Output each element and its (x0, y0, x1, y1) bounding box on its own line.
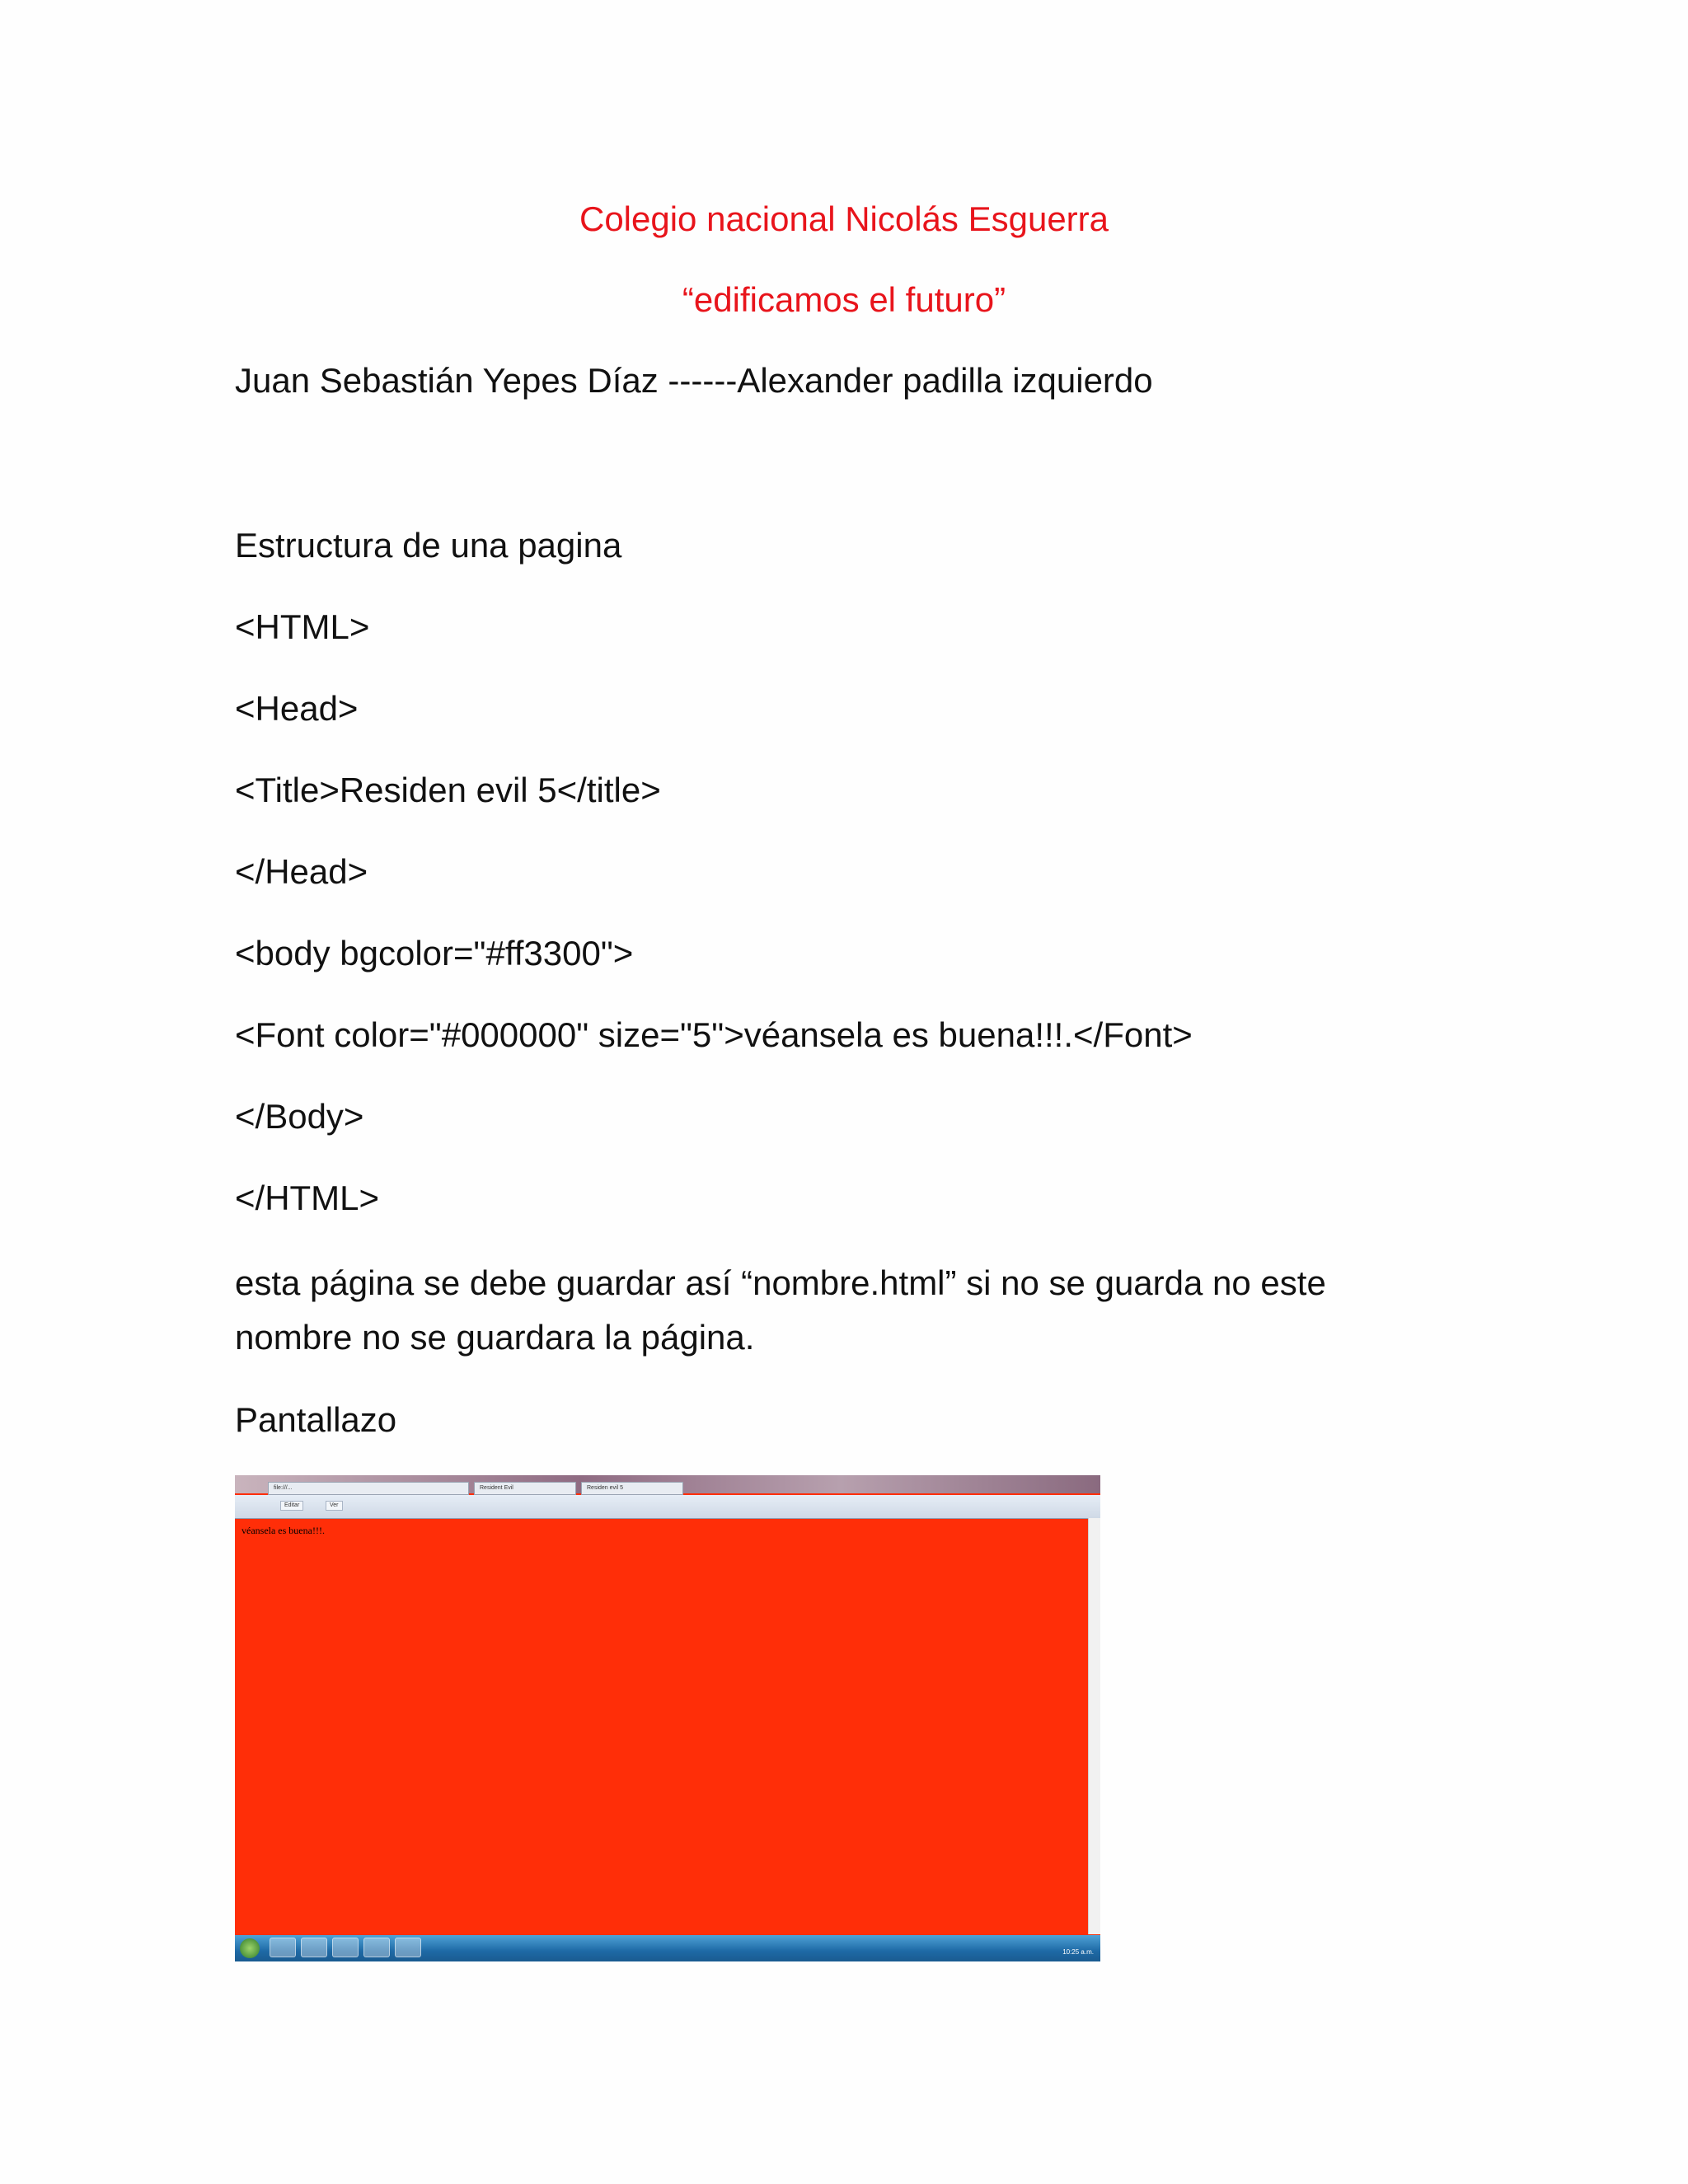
code-line: </Body> (235, 1097, 364, 1136)
firefox-icon (363, 1938, 390, 1957)
start-button-icon (240, 1938, 260, 1958)
menu-item: Ver (326, 1501, 343, 1511)
code-line: <Head> (235, 689, 359, 728)
system-tray-clock: 10:25 a.m. (1062, 1948, 1094, 1956)
folder-icon (301, 1938, 327, 1957)
rendered-page-text: véansela es buena!!!. (241, 1525, 325, 1536)
browser-tab: Resident Evil (474, 1482, 576, 1495)
code-line: <Title>Residen evil 5</title> (235, 771, 661, 809)
authors-line: Juan Sebastián Yepes Díaz ------Alexander padilla izquierdo (235, 361, 1153, 400)
media-player-icon (332, 1938, 359, 1957)
code-line: </Head> (235, 852, 368, 891)
code-line: <Font color="#000000" size="5">véansela es buena!!!.</Font> (235, 1015, 1193, 1054)
section-title: Estructura de una pagina (235, 526, 622, 565)
windows-taskbar (235, 1935, 1100, 1961)
school-name: Colegio nacional Nicolás Esguerra (579, 199, 1109, 238)
browser-tab: file:///... (268, 1482, 469, 1495)
code-line: </HTML> (235, 1179, 380, 1217)
code-line: <body bgcolor="#ff3300"> (235, 934, 634, 972)
browser-screenshot (235, 1475, 1100, 1961)
browser-toolbar (235, 1495, 1100, 1519)
word-icon (395, 1938, 421, 1957)
browser-tabs (235, 1482, 1100, 1495)
save-instructions: esta página se debe guardar así “nombre.html” si no se guarda no este nombre no se guardara la página. (235, 1263, 1326, 1357)
school-motto: “edificamos el futuro” (682, 280, 1006, 319)
code-line: <HTML> (235, 607, 370, 646)
ie-icon (270, 1938, 296, 1957)
menu-item: Editar (280, 1501, 303, 1511)
scrollbar (1088, 1518, 1100, 1934)
browser-tab: Residen evil 5 (581, 1482, 683, 1495)
screenshot-label: Pantallazo (235, 1400, 397, 1439)
